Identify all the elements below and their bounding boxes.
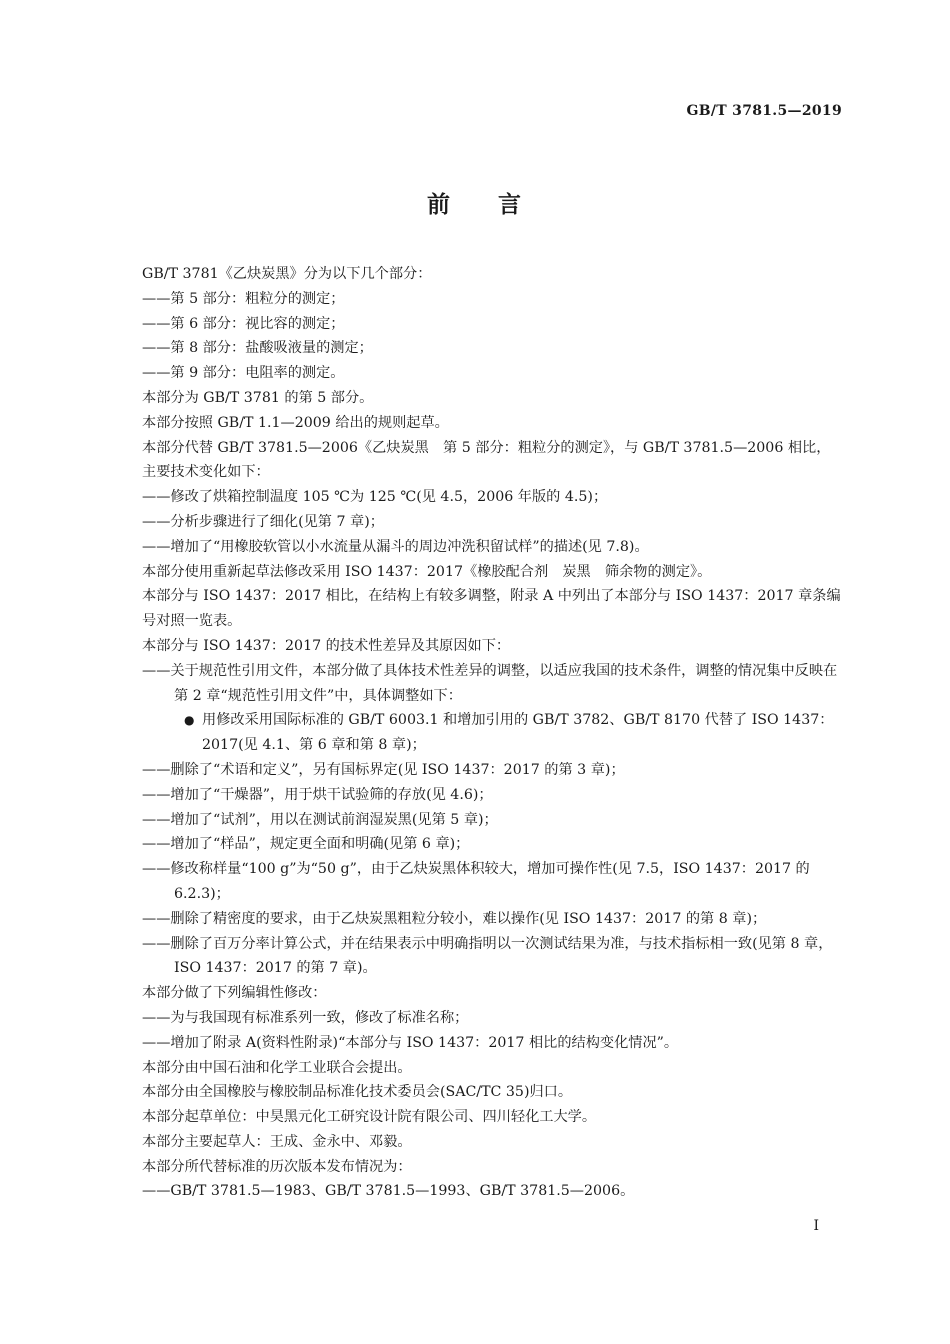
- paragraph-tech-diff-intro: 本部分与 ISO 1437：2017 的技术性差异及其原因如下：: [142, 637, 511, 654]
- paragraph-technical-committee: 本部分由全国橡胶与橡胶制品标准化技术委员会(SAC/TC 35)归口。: [142, 1084, 573, 1101]
- list-item-change-2: ——分析步骤进行了细化(见第 7 章)；: [142, 513, 384, 530]
- list-item-change-1: ——修改了烘箱控制温度 105 ℃为 125 ℃(见 4.5，2006 年版的 4.5)；: [142, 489, 608, 506]
- list-item-diff-sample: ——增加了“样品”，规定更全面和明确(见第 6 章)；: [142, 836, 470, 853]
- list-item-part9: ——第 9 部分：电阻率的测定。: [142, 365, 345, 382]
- list-item-editorial-2: ——增加了附录 A(资料性附录)“本部分与 ISO 1437：2017 相比的结构变化情况”。: [142, 1034, 679, 1051]
- page-number: Ⅰ: [813, 1218, 819, 1234]
- list-item-diff-desiccator: ——增加了“干燥器”，用于烘干试验筛的存放(见 4.6)；: [142, 786, 493, 803]
- paragraph-drafters: 本部分主要起草人：王成、金永中、邓毅。: [142, 1133, 412, 1150]
- paragraph-drafting-units: 本部分起草单位：中昊黑元化工研究设计院有限公司、四川轻化工大学。: [142, 1109, 597, 1126]
- list-item-diff-normative: ——关于规范性引用文件，本部分做了具体技术性差异的调整，以适应我国的技术条件，调整的情况集中反映在第 2 章“规范性引用文件”中，具体调整如下：: [142, 662, 838, 704]
- paragraph-drafting-rules: 本部分按照 GB/T 1.1—2009 给出的规则起草。: [142, 414, 449, 431]
- paragraph-structure: 本部分与 ISO 1437：2017 相比，在结构上有较多调整，附录 A 中列出了本部分与 ISO 1437：2017 章条编号对照一览表。: [142, 588, 841, 630]
- bullet-item-references: [112, 708, 842, 758]
- paragraph-proposed-by: 本部分由中国石油和化学工业联合会提出。: [142, 1059, 412, 1076]
- list-item-history: ——GB/T 3781.5—1983、GB/T 3781.5—1993、GB/T 3781.5—2006。: [142, 1183, 635, 1200]
- paragraph-parts-intro: GB/T 3781《乙炔炭黑》分为以下几个部分：: [142, 266, 432, 282]
- paragraph-editorial-intro: 本部分做了下列编辑性修改：: [142, 985, 327, 1002]
- paragraph-this-part: 本部分为 GB/T 3781 的第 5 部分。: [142, 389, 374, 406]
- paragraph-adoption: 本部分使用重新起草法修改采用 ISO 1437：2017《橡胶配合剂 炭黑 筛余物的测定》。: [142, 563, 712, 580]
- list-item-diff-precision: ——删除了精密度的要求，由于乙炔炭黑粗粒分较小，难以操作(见 ISO 1437：2017 的第 8 章)；: [142, 910, 767, 927]
- foreword-body: [112, 262, 842, 1204]
- list-item-diff-mass: ——修改称样量“100 g”为“50 g”，由于乙炔炭黑体积较大，增加可操作性(见 7.5，ISO 1437：2017 的 6.2.3)；: [142, 861, 810, 902]
- title-char-2: 言: [498, 191, 523, 218]
- paragraph-replaces: 本部分代替 GB/T 3781.5—2006《乙炔炭黑 第 5 部分：粗粒分的测定》，与 GB/T 3781.5—2006 相比，主要技术变化如下：: [142, 439, 831, 481]
- page-title: [0, 186, 950, 219]
- list-item-diff-terms: ——删除了“术语和定义”，另有国标界定(见 ISO 1437：2017 的第 3 章)；: [142, 761, 625, 778]
- list-item-editorial-1: ——为与我国现有标准系列一致，修改了标准名称；: [142, 1009, 469, 1026]
- bullet-icon: ●: [184, 713, 195, 728]
- list-item-diff-ppm: ——删除了百万分率计算公式，并在结果表示中明确指明以一次测试结果为准，与技术指标相一致(见第 8 章，ISO 1437：2017 的第 7 章)。: [142, 935, 833, 977]
- list-item-part8: ——第 8 部分：盐酸吸液量的测定；: [142, 340, 373, 357]
- list-item-change-3: ——增加了“用橡胶软管以小水流量从漏斗的周边冲洗积留试样”的描述(见 7.8)。: [142, 538, 649, 555]
- list-item-diff-reagent: ——增加了“试剂”，用以在测试前润湿炭黑(见第 5 章)；: [142, 811, 498, 828]
- title-char-1: 前: [427, 191, 452, 218]
- paragraph-history-intro: 本部分所代替标准的历次版本发布情况为：: [142, 1158, 412, 1175]
- document-id: GB/T 3781.5—2019: [686, 103, 842, 119]
- list-item-part5: ——第 5 部分：粗粒分的测定；: [142, 290, 345, 307]
- bullet-text: 用修改采用国际标准的 GB/T 6003.1 和增加引用的 GB/T 3782、GB/T 8170 代替了 ISO 1437：2017(见 4.1、第 6 章和第 8 章)；: [202, 712, 834, 754]
- list-item-part6: ——第 6 部分：视比容的测定；: [142, 315, 345, 332]
